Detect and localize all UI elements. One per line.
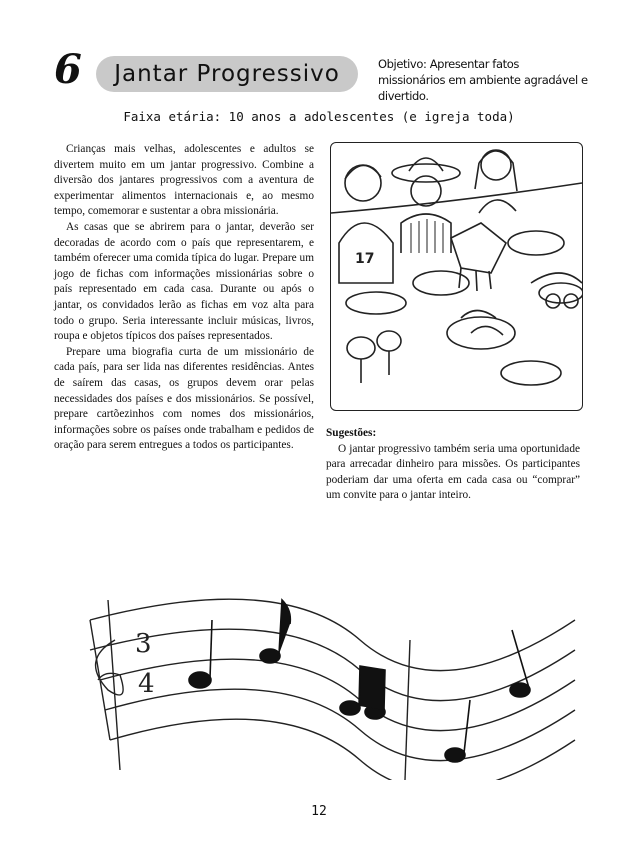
music-staff-illustration (60, 580, 580, 780)
age-range: Faixa etária: 10 anos a adolescentes (e igreja toda) (123, 109, 515, 124)
suggestions-section (326, 426, 580, 504)
body-text-column (54, 142, 314, 454)
music-note (260, 649, 280, 663)
dinner-illustration-drawing (331, 143, 582, 410)
plate (501, 361, 561, 385)
objective-text: Objetivo: Apresentar fatos missionários em ambiente agradável e divertido. (378, 57, 588, 103)
page-title-text: Jantar Progressivo (114, 61, 340, 87)
page-title (96, 56, 358, 92)
body-paragraph: Prepare uma biografia curta de um missionário de cada país, para ser lida nas diferentes residências. Antes de saírem das casas, os grupos devem orar pelas necessidades dos países e dos missionários. Se possível, prepare cartõezinhos com nomes dos missionários, informações sobre os países onde trabalham e pedidos de oração para serem entregues a todos os participantes. (54, 345, 314, 452)
shirt-number: 17 (355, 251, 375, 267)
suggestions-text: O jantar progressivo também seria uma oportunidade para arrecadar dinheiro para missões. Os participantes poderiam dar uma oferta em cada casa ou “comprar” um convite para o jantar inteiro. (326, 442, 580, 502)
plate (508, 231, 564, 255)
music-note (445, 748, 465, 762)
music-staff-drawing (60, 580, 580, 780)
suggestions-title: Sugestões: (326, 427, 377, 439)
music-note (510, 683, 530, 697)
dinner-illustration (330, 142, 583, 411)
music-note (340, 701, 360, 715)
music-note (189, 672, 211, 688)
plate (447, 317, 515, 349)
treble-clef (96, 600, 124, 770)
plate (346, 292, 406, 314)
time-signature-top: 3 (135, 629, 152, 659)
chapter-number: 6 (54, 46, 82, 93)
body-paragraph: Crianças mais velhas, adolescentes e adultos se divertem muito em um jantar progressivo. Combine a diversão dos jantares progressivos com a aventura de experimentar alimentos internacionais e, ao mesmo tempo, comemorar e sustentar a obra missionária. (54, 143, 314, 218)
body-paragraph: As casas que se abrirem para o jantar, deverão ser decoradas de acordo com o país que representarem, e também oferecer uma comida típica do lugar. Prepare um jogo de fichas com informações missionárias sobre o país representado em cada casa. Durante ou após o jantar, os convidados lerão as fichas em voz alta para todo o grupo. Seria interessante incluir músicas, livros, roupa e objetos típicos dos países representados. (54, 220, 314, 343)
time-signature-bottom: 4 (138, 669, 155, 699)
page-number: 12 (311, 804, 327, 819)
